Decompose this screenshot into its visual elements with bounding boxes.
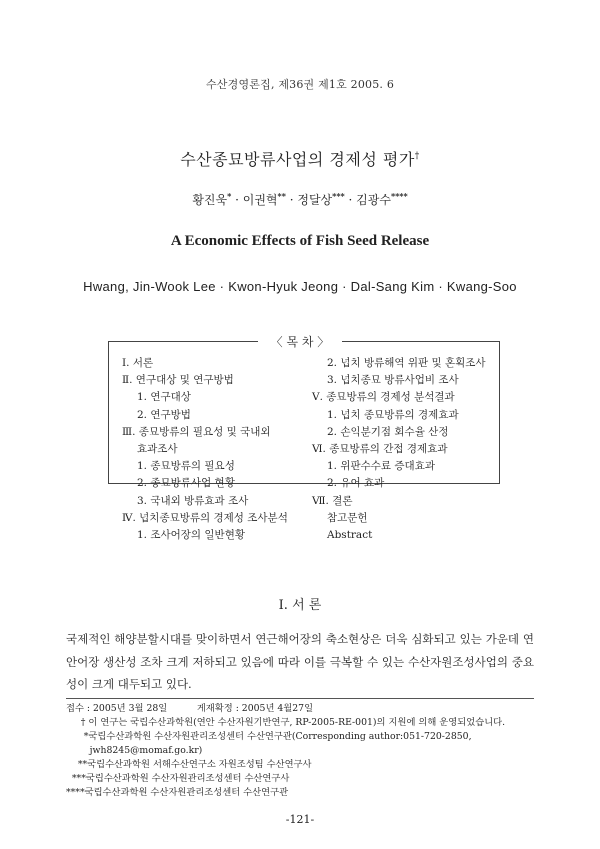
footnote-line: † 이 연구는 국립수산과학원(연안 수산자원기반연구, RP-2005-RE-001)의 지원에 의해 운영되었습니다. bbox=[66, 717, 506, 728]
footnote-line: **국립수산과학원 서해수산연구소 자원조성팀 수산연구사 bbox=[66, 759, 312, 770]
paper-title-english: A Economic Effects of Fish Seed Release bbox=[170, 233, 430, 249]
toc-item: Ⅰ. 서론 bbox=[122, 357, 154, 369]
author-separator: · bbox=[344, 193, 357, 207]
footnote-line: 접수 : 2005년 3월 28일 게재확정 : 2005년 4월27일 bbox=[66, 703, 314, 714]
toc-item: 2. 손익분기점 회수율 산정 bbox=[327, 425, 449, 438]
author-name: 김광수 bbox=[356, 193, 391, 207]
title-ko-footnote-mark: † bbox=[414, 151, 420, 162]
authors-english: Hwang, Jin-Wook Lee · Kwon-Hyuk Jeong · Dal-Sang Kim · Kwang-Soo bbox=[83, 279, 517, 294]
toc-item: 1. 종묘방류의 필요성 bbox=[137, 460, 235, 473]
introduction-paragraph: 국제적인 해양분할시대를 맞이하면서 연근해어장의 축소현상은 더욱 심화되고 있는 가운데 연안어장 생산성 조차 크게 저하되고 있음에 따라 이를 극복할 수 있는 수산자원조성사업의 중요성이 크게 대두되고 있다. bbox=[66, 632, 534, 691]
toc-item: Ⅵ. 종묘방류의 간접 경제효과 bbox=[312, 443, 448, 456]
authors-korean bbox=[0, 191, 600, 208]
toc-left-column bbox=[122, 355, 312, 544]
toc-item: 2. 연구방법 bbox=[137, 408, 191, 421]
toc-title: 〈 목 차 〉 bbox=[258, 333, 342, 350]
author-mark: **** bbox=[390, 191, 408, 201]
author-name: 이권혁 bbox=[242, 193, 278, 207]
paper-title-korean bbox=[0, 147, 600, 170]
author-mark: * bbox=[227, 191, 232, 201]
author-name: 황진욱 bbox=[192, 193, 228, 207]
toc-item: 1. 조사어장의 일반현황 bbox=[137, 529, 245, 542]
footnote-divider bbox=[66, 698, 534, 699]
author-mark: *** bbox=[332, 191, 345, 201]
section-heading-introduction: Ⅰ. 서 론 bbox=[278, 598, 322, 613]
footnote-line: jwh8245@momaf.go.kr) bbox=[66, 745, 203, 756]
toc-item: 1. 위판수수료 증대효과 bbox=[327, 460, 435, 473]
author-separator: · bbox=[285, 193, 298, 207]
toc-item: Ⅴ. 종묘방류의 경제성 분석결과 bbox=[312, 391, 455, 404]
author-name: 정달상 bbox=[297, 193, 333, 207]
toc-item: 효과조사 bbox=[137, 443, 178, 456]
toc-item: 2. 유어 효과 bbox=[327, 477, 385, 490]
toc-item: 1. 넙치 종묘방류의 경제효과 bbox=[327, 408, 459, 421]
footnote-line: ***국립수산과학원 수산자원관리조성센터 수산연구사 bbox=[66, 773, 290, 784]
toc-item: Ⅲ. 종묘방류의 필요성 및 국내외 bbox=[122, 425, 271, 438]
toc-item: Ⅱ. 연구대상 및 연구방법 bbox=[122, 374, 234, 387]
journal-header: 수산경영론집, 제36권 제1호 2005. 6 bbox=[205, 78, 395, 91]
title-ko-text: 수산종묘방류사업의 경제성 평가 bbox=[180, 150, 415, 169]
author-mark: ** bbox=[277, 191, 286, 201]
toc-item: 참고문헌 bbox=[327, 511, 368, 524]
toc-item: 2. 종묘방류사업 현황 bbox=[137, 477, 235, 490]
footnotes bbox=[66, 702, 536, 800]
toc-item: 1. 연구대상 bbox=[137, 391, 191, 404]
toc-item: Ⅳ. 넙치종묘방류의 경제성 조사분석 bbox=[122, 511, 288, 524]
toc-item: Abstract bbox=[327, 529, 373, 542]
author-separator: · bbox=[231, 193, 243, 207]
footnote-line: ****국립수산과학원 수산자원관리조성센터 수산연구관 bbox=[66, 787, 289, 798]
toc-item: 3. 넙치종묘 방류사업비 조사 bbox=[327, 374, 459, 387]
page-number: -121- bbox=[285, 813, 315, 826]
toc-item: Ⅶ. 결론 bbox=[312, 494, 353, 507]
toc-item: 2. 넙치 방류해역 위판 및 혼획조사 bbox=[327, 357, 486, 369]
footnote-line: *국립수산과학원 수산자원관리조성센터 수산연구관(Corresponding author:051-720-2850, bbox=[66, 731, 472, 742]
toc-item: 3. 국내외 방류효과 조사 bbox=[137, 494, 249, 507]
toc-right-column bbox=[312, 355, 502, 544]
